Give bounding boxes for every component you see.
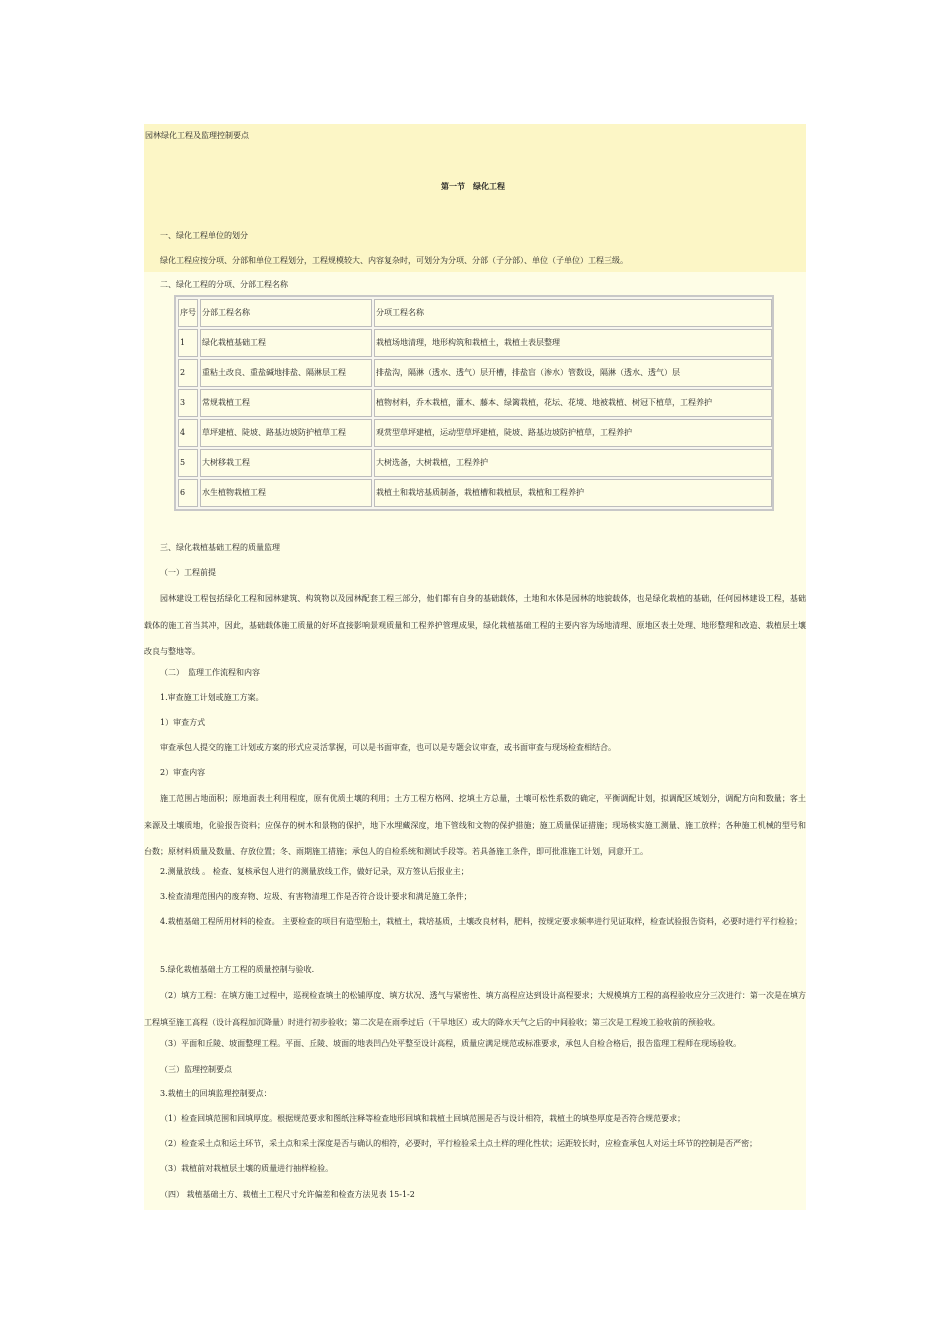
table-cell: 常规栽植工程 [200, 389, 372, 417]
table-cell: 大树选备，大树栽植，工程养护 [374, 449, 772, 477]
table-row [178, 359, 772, 387]
paragraph-5: 4.栽植基础工程所用材料的检查。 主要检查的项目有造型胎土，栽植土，栽培基质，土壤改良材料，肥料，按规定要求频率进行见证取样，检查试验报告资料，必要时进行平行检验； [160, 917, 803, 926]
paragraph-2: 园林建设工程包括绿化工程和园林建筑、构筑物以及园林配套工程三部分，他们都有自身的基础载体，土地和水体是园林的地貌载体，也是绿化栽植的基础，任何园林建设工程，基础载体的施工首当其冲，因此，基础载体施工质量的好坏直接影响景观质量和工程养护管理成果，绿化栽植基础工程的主要内容为场地清理、原地区表土处理、地形整理和改造、栽植层土壤改良与整地等。 [144, 594, 806, 656]
table-cell: 草坪建植、陡坡、路基边坡防护植草工程 [200, 419, 372, 447]
table-cell: 4 [178, 419, 198, 447]
list-item: 1.审查施工计划或施工方案。 [160, 693, 264, 702]
list-item: 3.检查清理范围内的废弃物、垃圾、有害物清理工作是否符合设计要求和满足施工条件； [160, 892, 472, 901]
list-item: 2.测量放线 。 检查、复核承包人进行的测量放线工作，做好记录，双方签认后报业主； [160, 867, 469, 876]
list-subitem: 2）审查内容 [160, 768, 206, 777]
subheading-1: （一）工程前提 [160, 568, 216, 577]
subheading-4: （四） 栽植基础土方、栽植土工程尺寸允许偏差和检查方法见表 15-1-2 [160, 1190, 415, 1199]
table-row [178, 389, 772, 417]
table-cell: 栽植土和栽培基质制备，栽植槽和栽植层，栽植和工程养护 [374, 479, 772, 507]
table-row [178, 449, 772, 477]
paragraph-1: 绿化工程应按分项、分部和单位工程划分，工程规模较大、内容复杂时，可划分为分项、分部（子分部）、单位（子单位）工程三级。 [160, 256, 628, 265]
table-cell: 大树移栽工程 [200, 449, 372, 477]
subheading-3: （三）监理控制要点 [160, 1065, 232, 1074]
table-cell: 5 [178, 449, 198, 477]
table-cell: 绿化栽植基础工程 [200, 329, 372, 357]
list-item: （3）平面和丘陵、坡面整理工程。平面、丘陵、坡面的地表凹凸处平整至设计高程，质量应满足规范或标准要求，承包人自检合格后，报告监理工程师在现场验收。 [160, 1039, 742, 1048]
table-header-row [178, 299, 772, 327]
list-item: 5.绿化栽植基础土方工程的质量控制与验收. [160, 965, 315, 974]
project-division-table [174, 295, 774, 511]
heading-3: 三、绿化栽植基础工程的质量监理 [160, 543, 280, 552]
document-header: 园林绿化工程及监理控制要点 [145, 131, 249, 140]
document-page [144, 124, 806, 1210]
table-row [178, 329, 772, 357]
section-title: 第一节 绿化工程 [441, 181, 505, 191]
table-cell: 排盐沟，隔淋（透水、透气）层开槽，排盐盲（渗水）管数设，隔淋（透水、透气）层 [374, 359, 772, 387]
table-cell: 重粘土改良、重盐碱地排盐、隔淋层工程 [200, 359, 372, 387]
table-header-cell: 分项工程名称 [374, 299, 772, 327]
paragraph-4: 施工范围占地面积；原地面表土利用程度，原有优质土壤的利用；土方工程方格网、挖填土方总量，土壤可松性系数的确定，平衡调配计划，拟调配区域划分，调配方向和数量；客土来源及土壤质地，化验报告资料；应保存的树木和景物的保护，地下水埋藏深度，地下管线和文物的保护措施；施工质量保证措施；现场核实施工测量、施工放样；各种施工机械的型号和台数；原材料质量及数量、存放位置；冬、雨期施工措施；承包人的自检系统和测试手段等。若具备施工条件，即可批准施工计划，同意开工。 [144, 794, 806, 856]
table-cell: 2 [178, 359, 198, 387]
heading-2: 二、绿化工程的分项、分部工程名称 [160, 280, 288, 289]
table-cell: 观赏型草坪建植，运动型草坪建植，陡坡、路基边坡防护植草，工程养护 [374, 419, 772, 447]
list-subitem: （1）检查回填范围和回填厚度。根据规范要求和图纸注释等检查地形回填和栽植土回填范围是否与设计相符，栽植土的填垫厚度是否符合规范要求； [160, 1114, 686, 1123]
table-cell: 1 [178, 329, 198, 357]
paragraph-3: 审查承包人提交的施工计划或方案的形式应灵活掌握，可以是书面审查，也可以是专题会议审查，或书面审查与现场检查相结合。 [160, 743, 616, 752]
paragraph-6: （2）填方工程：在填方施工过程中，巡视检查填土的松铺厚度、填方状况、透气与紧密性、填方高程应达到设计高程要求；大规模填方工程的高程验收应分三次进行：第一次是在填方工程填至施工高程（设计高程加沉降量）时进行初步验收；第二次是在雨季过后（干旱地区）或大的降水天气之后的中间验收；第三次是工程竣工验收前的预验收。 [144, 991, 806, 1027]
list-subitem: （3）栽植前对栽植层土壤的质量进行抽样检验。 [160, 1164, 334, 1173]
table-header-cell: 分部工程名称 [200, 299, 372, 327]
heading-1: 一、绿化工程单位的划分 [160, 231, 248, 240]
list-item: 3.栽植土的回填监理控制要点： [160, 1089, 272, 1098]
table-row [178, 479, 772, 507]
list-subitem: 1）审查方式 [160, 718, 206, 727]
subheading-2: （二） 监理工作流程和内容 [160, 668, 260, 677]
header-band [144, 124, 806, 272]
table-cell: 6 [178, 479, 198, 507]
table-cell: 植物材料，乔木栽植，灌木、藤本、绿篱栽植，花坛、花境、地被栽植、树冠下植草，工程养护 [374, 389, 772, 417]
table-cell: 3 [178, 389, 198, 417]
table-row [178, 419, 772, 447]
table-header-cell: 序号 [178, 299, 198, 327]
table-cell: 栽植场地清理，地形构筑和栽植土，栽植土表层整理 [374, 329, 772, 357]
table-cell: 水生植物栽植工程 [200, 479, 372, 507]
list-subitem: （2）检查采土点和运土环节，采土点和采土深度是否与确认的相符，必要时，平行检验采土点土样的理化性状；运距较长时，应检查承包人对运土环节的控制是否严密； [160, 1139, 758, 1148]
